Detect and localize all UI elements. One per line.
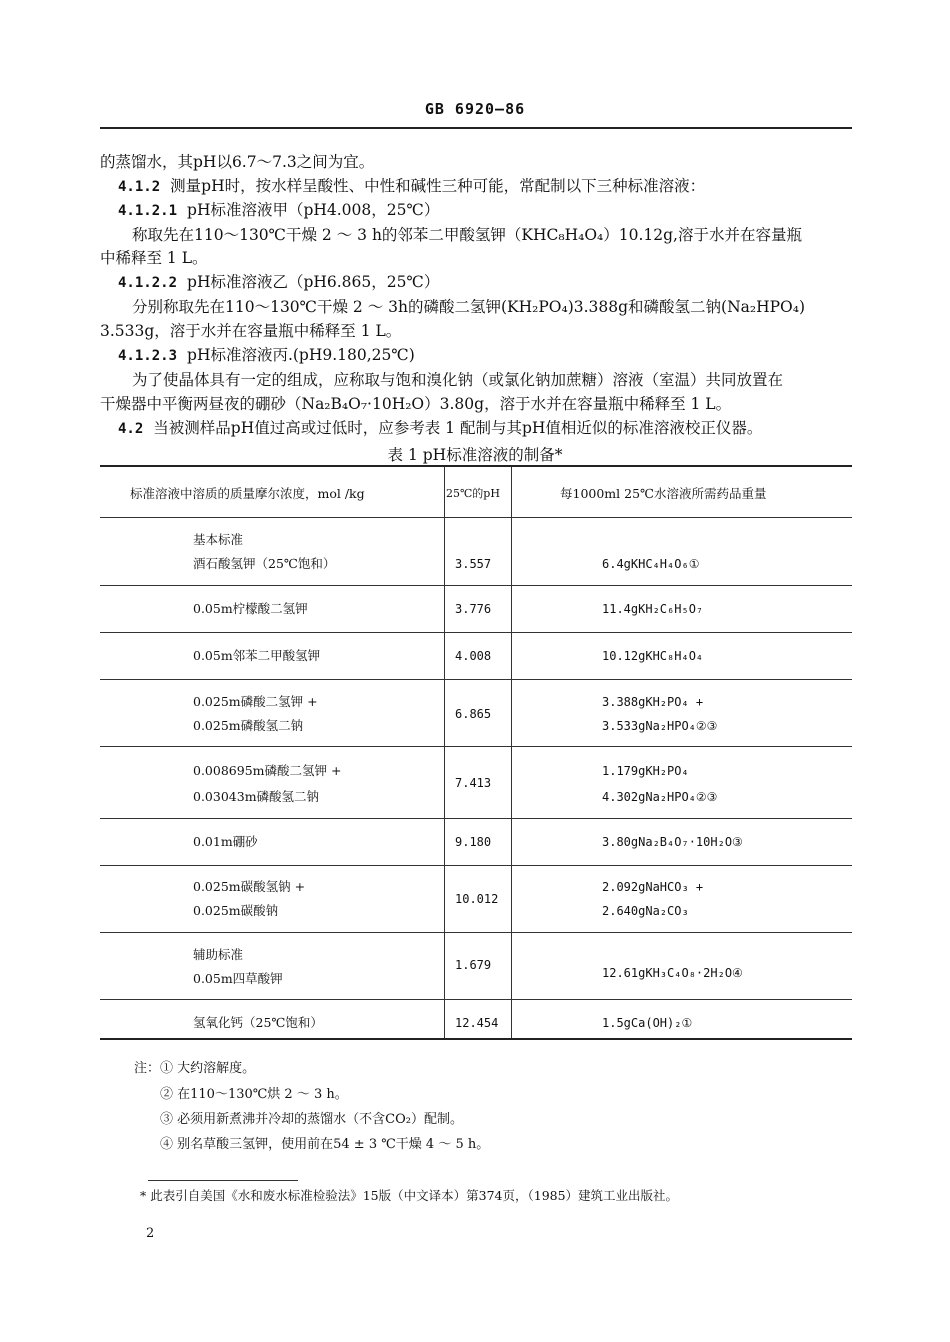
paragraph-line: 分别称取先在110～130℃干燥 2 ～ 3h的磷酸二氢钾(KH₂PO₄)3.388g和磷酸氢二钠(Na₂HPO₄) (132, 298, 806, 316)
table-cell-solute: 0.03043m磷酸氢二钠 (193, 789, 320, 804)
note-item: ① 大约溶解度。 (160, 1061, 256, 1076)
table-cell-ph: 10.012 (455, 892, 499, 906)
table-cell-solute: 0.05m柠檬酸二氢钾 (193, 601, 308, 616)
table-cell-solute: 氢氧化钙（25℃饱和） (193, 1015, 323, 1030)
section-number: 4.1.2 (118, 179, 161, 195)
footnote: * 此表引自美国《水和废水标准检验法》15版（中文译本）第374页，（1985）建筑工业出版社。 (140, 1188, 679, 1203)
table-cell-weight: 11.4gKH₂C₆H₅O₇ (602, 602, 704, 616)
section-4-1-2-1 (118, 200, 439, 221)
section-number: 4.2 (118, 421, 144, 437)
table-cell-solute: 0.05m邻苯二甲酸氢钾 (193, 648, 321, 663)
page-header-standard-no: GB 6920—86 (424, 100, 526, 118)
paragraph-line: 称取先在110～130℃干燥 2 ～ 3 h的邻苯二甲酸氢钾（KHC₈H₄O₄）10.12g,溶于水并在容量瓶 (132, 226, 802, 244)
section-4-1-2 (118, 176, 705, 197)
table-cell-weight: 10.12gKHC₈H₄O₄ (602, 649, 704, 663)
table-cell-solute: 酒石酸氢钾（25℃饱和） (193, 556, 336, 571)
section-4-1-2-3 (118, 345, 415, 366)
table-cell-weight: 2.640gNa₂CO₃ (602, 904, 689, 918)
table-cell-weight: 2.092gNaHCO₃ + (602, 880, 704, 894)
section-number: 4.1.2.2 (118, 275, 178, 291)
table-cell-ph: 12.454 (455, 1016, 499, 1030)
table-cell-ph: 7.413 (455, 776, 492, 790)
table-cell-weight: 6.4gKHC₄H₄O₆① (602, 557, 700, 571)
header-rule (100, 127, 852, 129)
table-cell-solute: 0.01m硼砂 (193, 834, 258, 849)
table-cell-solute: 0.025m磷酸氢二钠 (193, 718, 304, 733)
paragraph-line: 3.533g，溶于水并在容量瓶中稀释至 1 L。 (100, 322, 402, 340)
table-cell-solute: 0.025m磷酸二氢钾 + (193, 694, 318, 709)
row-divider (100, 585, 852, 586)
table-cell-solute: 0.025m碳酸氢钠 + (193, 879, 306, 894)
table-cell-ph: 3.776 (455, 602, 492, 616)
table-cell-ph: 4.008 (455, 649, 492, 663)
note-item: ④ 别名草酸三氢钾，使用前在54 ± 3 ℃干燥 4 ～ 5 h。 (160, 1137, 490, 1152)
ph-standard-table (100, 465, 852, 1040)
section-text: 测量pH时，按水样呈酸性、中性和碱性三种可能，常配制以下三种标准溶液： (170, 177, 706, 195)
table-cell-weight: 1.5gCa(OH)₂① (602, 1016, 693, 1030)
paragraph-line: 中稀释至 1 L。 (100, 249, 208, 267)
table-cell-weight: 1.179gKH₂PO₄ (602, 764, 689, 778)
row-divider (100, 517, 852, 518)
row-divider (100, 679, 852, 680)
row-divider (100, 865, 852, 866)
table-cell-solute: 0.05m四草酸钾 (193, 971, 283, 986)
section-heading: pH标准溶液丙.(pH9.180,25℃) (187, 346, 415, 364)
section-4-2 (118, 418, 762, 439)
table-cell-ph: 3.557 (455, 557, 492, 571)
section-4-1-2-2 (118, 272, 439, 293)
table-cell-weight: 4.302gNa₂HPO₄②③ (602, 790, 718, 804)
note-item: ② 在110～130℃烘 2 ～ 3 h。 (160, 1087, 348, 1102)
table-header-weight: 每1000ml 25℃水溶液所需药品重量 (560, 486, 767, 501)
table-cell-weight: 12.61gKH₃C₄O₈·2H₂O④ (602, 966, 743, 980)
paragraph-line: 为了使晶体具有一定的组成，应称取与饱和溴化钠（或氯化钠加蔗糖）溶液（室温）共同放置在 (132, 371, 784, 389)
table-cell-solute: 0.025m碳酸钠 (193, 903, 279, 918)
note-item: ③ 必须用新煮沸并冷却的蒸馏水（不含CO₂）配制。 (160, 1112, 463, 1127)
row-divider (100, 632, 852, 633)
table-cell-ph: 9.180 (455, 835, 492, 849)
column-divider (511, 467, 512, 1038)
table-cell-weight: 3.388gKH₂PO₄ + (602, 695, 704, 709)
section-number: 4.1.2.3 (118, 348, 178, 364)
page-number: 2 (146, 1226, 155, 1241)
table-cell-solute: 辅助标准 (193, 947, 244, 962)
table-caption: 表 1 pH标准溶液的制备* (387, 446, 563, 464)
row-divider (100, 999, 852, 1000)
table-header-solute: 标准溶液中溶质的质量摩尔浓度，mol /kg (130, 486, 365, 501)
section-heading: pH标准溶液甲（pH4.008，25℃） (187, 201, 440, 219)
paragraph-line: 干燥器中平衡两昼夜的硼砂（Na₂B₄O₇·10H₂O）3.80g，溶于水并在容量瓶中稀释至 1 L。 (100, 395, 732, 413)
row-divider (100, 932, 852, 933)
intro-paragraph: 的蒸馏水，其pH以6.7～7.3之间为宜。 (100, 153, 375, 171)
section-heading: pH标准溶液乙（pH6.865，25℃） (187, 273, 440, 291)
table-cell-ph: 6.865 (455, 707, 492, 721)
table-cell-ph: 1.679 (455, 958, 492, 972)
row-divider (100, 818, 852, 819)
notes-label: 注： (134, 1061, 161, 1076)
table-cell-weight: 3.80gNa₂B₄O₇·10H₂O③ (602, 835, 743, 849)
section-text: 当被测样品pH值过高或过低时，应参考表 1 配制与其pH值相近似的标准溶液校正仪器。 (153, 419, 763, 437)
section-number: 4.1.2.1 (118, 203, 178, 219)
table-header-ph: 25℃的pH (446, 487, 500, 500)
table-cell-weight: 3.533gNa₂HPO₄②③ (602, 719, 718, 733)
column-divider (444, 467, 445, 1038)
footnote-rule (148, 1180, 298, 1181)
row-divider (100, 746, 852, 747)
table-cell-solute: 0.008695m磷酸二氢钾 + (193, 763, 342, 778)
table-cell-solute: 基本标准 (193, 532, 244, 547)
